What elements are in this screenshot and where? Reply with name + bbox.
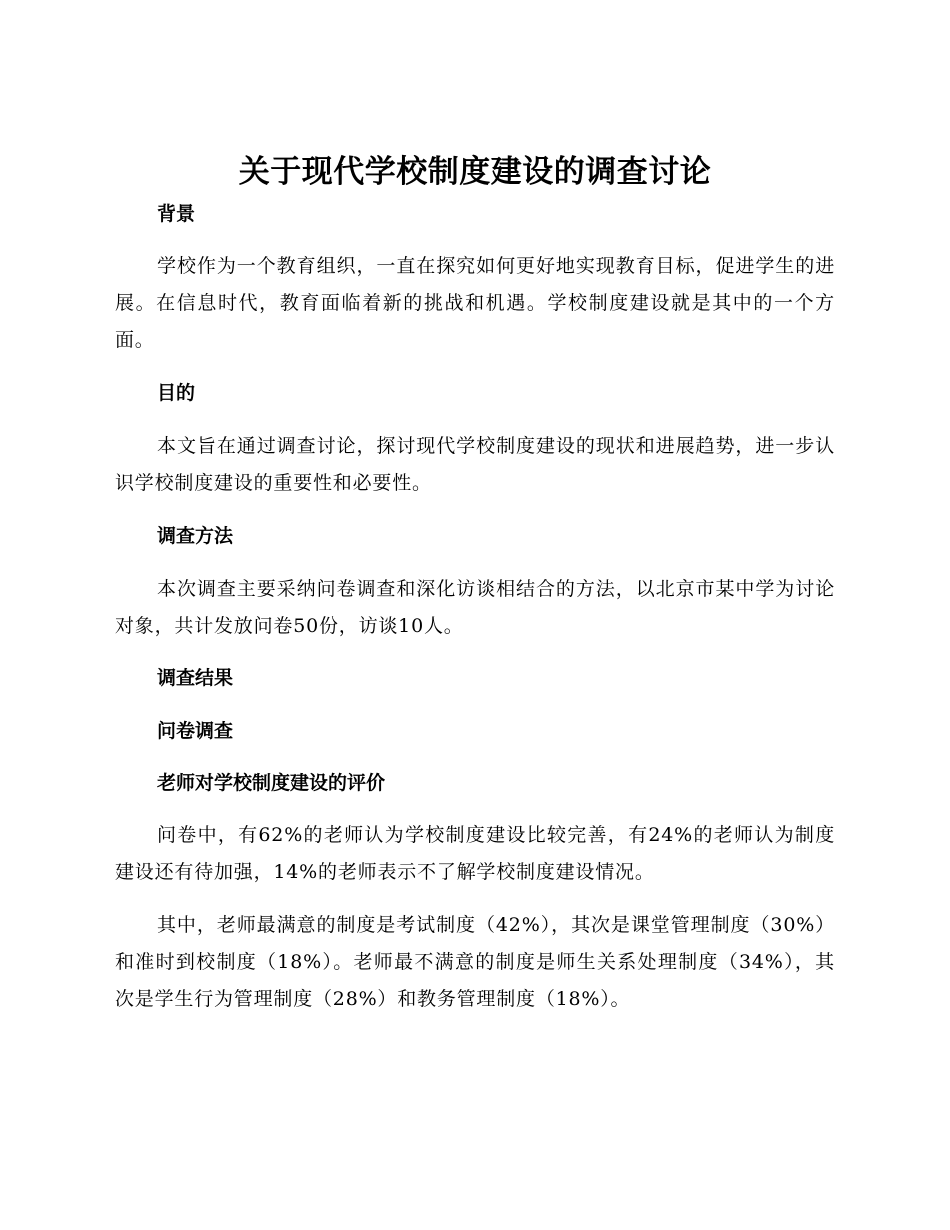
- section-heading-questionnaire: 问卷调查: [157, 720, 234, 742]
- paragraph-method: 本次调查主要采纳问卷调查和深化访谈相结合的方法，以北京市某中学为讨论对象，共计发放问卷50份，访谈10人。: [115, 578, 835, 637]
- paragraph-teacher-evaluation-2: 其中，老师最满意的制度是考试制度（42%），其次是课堂管理制度（30%）和准时到校制度（18%）。老师最不满意的制度是师生关系处理制度（34%），其次是学生行为管理制度（28%）和教务管理制度（18%）。: [115, 914, 835, 1010]
- paragraph-purpose: 本文旨在通过调查讨论，探讨现代学校制度建设的现状和进展趋势，进一步认识学校制度建设的重要性和必要性。: [115, 435, 835, 494]
- document-title: 关于现代学校制度建设的调查讨论: [238, 154, 712, 190]
- paragraph-teacher-evaluation-1: 问卷中，有62%的老师认为学校制度建设比较完善，有24%的老师认为制度建设还有待加强，14%的老师表示不了解学校制度建设情况。: [115, 824, 835, 883]
- section-heading-results: 调查结果: [157, 667, 234, 689]
- paragraph-background: 学校作为一个教育组织，一直在探究如何更好地实现教育目标，促进学生的进展。在信息时代，教育面临着新的挑战和机遇。学校制度建设就是其中的一个方面。: [115, 255, 835, 351]
- section-heading-purpose: 目的: [157, 382, 196, 404]
- section-heading-method: 调查方法: [157, 525, 234, 547]
- section-heading-teacher-evaluation: 老师对学校制度建设的评价: [157, 772, 386, 794]
- section-heading-background: 背景: [157, 203, 196, 225]
